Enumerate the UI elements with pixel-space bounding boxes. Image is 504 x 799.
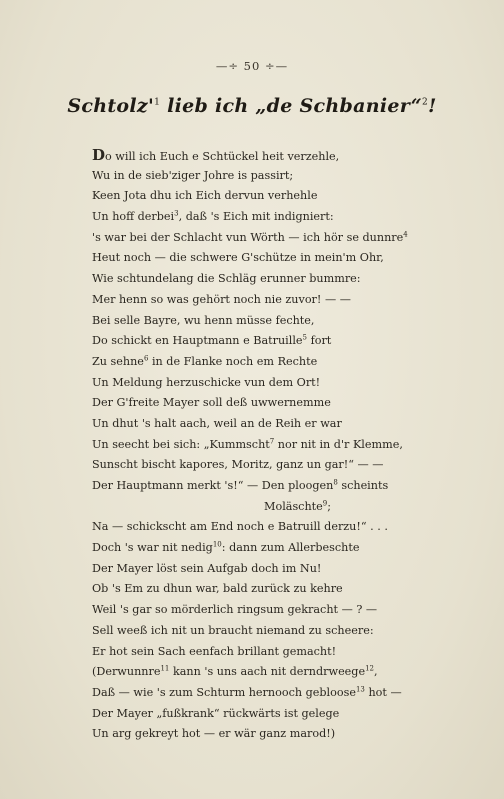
line-text: Sunscht bischt kapores, Moritz, ganz un gar!“ — — [92, 458, 384, 472]
line-text: fort [307, 334, 332, 348]
poem-line [92, 393, 454, 414]
line-text: 's war bei der Schlacht vun Wörth — ich hör se dunnre [92, 230, 404, 244]
line-text: , daß 's Eich mit indigniert: [178, 210, 334, 224]
poem-line [92, 662, 454, 683]
footnote-marker: 5 [302, 333, 308, 342]
poem-line [92, 373, 454, 394]
footnote-marker: 7 [269, 436, 275, 445]
line-text: Er hot sein Sach eenfach brillant gemacht! [92, 644, 337, 658]
line-text: hot — [364, 685, 402, 699]
footnote-marker: 13 [355, 685, 365, 694]
line-text: Un Meldung herzuschicke vun dem Ort! [92, 375, 321, 389]
page-number: —÷ 50 ÷— [215, 59, 289, 73]
initial-letter: D [92, 146, 106, 164]
poem-line [92, 145, 454, 166]
footnote-marker: 11 [160, 664, 170, 673]
footnote-marker: 3 [174, 209, 179, 218]
poem-line [92, 331, 454, 352]
poem-line [92, 724, 454, 745]
poem-line [92, 497, 454, 518]
footnote-marker: 2 [421, 97, 429, 108]
poem-line [92, 352, 454, 373]
line-text: Do schickt en Hauptmann e Batruille [92, 334, 303, 348]
poem-line [92, 476, 454, 497]
poem-line [92, 621, 454, 642]
footnote-marker: 4 [403, 230, 408, 239]
line-text: Zu sehne [92, 354, 144, 368]
poem-line [92, 269, 454, 290]
poem-line [92, 538, 454, 559]
line-text: kann 's uns aach nit derndrweege [169, 665, 366, 679]
poem-line [92, 248, 454, 269]
poem-line [92, 600, 454, 621]
line-text: Wie schtundelang die Schläg erunner bummre: [92, 272, 361, 286]
line-text: Doch 's war nit nedig [92, 541, 213, 555]
footnote-marker: 1 [154, 97, 161, 108]
line-text: Un hoff derbei [92, 210, 175, 224]
poem-line [92, 517, 454, 538]
poem-line [92, 435, 454, 456]
line-text: Mer henn so was gehört noch nie zuvor! — — [92, 292, 351, 306]
footnote-marker: 6 [143, 354, 149, 363]
line-text: Ob 's Em zu dhun war, bald zurück zu kehre [92, 582, 343, 596]
line-text: Der Mayer „fußkrank“ rückwärts ist gelege [92, 706, 340, 720]
line-text: Der G'freite Mayer soll deß uwwernemme [92, 396, 331, 410]
line-text: (Derwunnre [92, 665, 161, 679]
poem-line [92, 414, 454, 435]
poem-line [92, 207, 454, 228]
line-text: Der Hauptmann merkt 's!“ — Den ploogen [92, 479, 334, 492]
poem-line [92, 311, 454, 332]
line-text: Daß — wie 's zum Schturm hernooch gebloose [92, 685, 356, 699]
line-text: Un dhut 's halt aach, weil an de Reih er war [92, 416, 342, 430]
line-text: : dann zum Allerbeschte [221, 541, 360, 555]
line-text: Bei selle Bayre, wu henn müsse fechte, [92, 313, 315, 327]
poem-line [92, 559, 454, 580]
line-text: Sell weeß ich nit un braucht niemand zu scheere: [92, 623, 374, 637]
poem-line [92, 455, 454, 476]
poem-line [92, 228, 454, 249]
footnote-marker: 12 [365, 664, 375, 673]
line-text: o will ich Euch e Schtückel heit verzehle, [105, 150, 340, 163]
line-text: scheints [337, 479, 389, 492]
poem-line [92, 579, 454, 600]
line-text: Moläschte [264, 499, 323, 513]
line-text: Un seecht bei sich: „Kummscht [92, 437, 270, 451]
line-text: Der Mayer löst sein Aufgab doch im Nu! [92, 561, 322, 575]
line-text: Un arg gekreyt hot — er wär ganz marod!) [92, 727, 336, 741]
line-text: Weil 's gar so mörderlich ringsum gekracht — ? — [92, 603, 378, 617]
footnote-marker: 8 [333, 478, 338, 487]
line-text: ; [327, 499, 332, 513]
line-text: Keen Jota dhu ich Eich dervun verhehle [92, 189, 318, 203]
poem-title-text: $Schtolz'^1$ lieb ich „de Schbanier“$^2$! [67, 95, 437, 117]
poem-line [92, 683, 454, 704]
poem-body [92, 145, 454, 745]
footnote-marker: 10 [212, 540, 222, 549]
line-text: Wu in de sieb'ziger Johre is passirt; [92, 168, 294, 182]
line-text: Heut noch — die schwere G'schütze in mein'm Ohr, [92, 251, 384, 265]
line-text: nor nit in d'r Klemme, [274, 437, 403, 451]
poem-title [0, 95, 504, 117]
footnote-marker: 9 [322, 498, 328, 507]
poem-line [92, 166, 454, 187]
poem-line [92, 290, 454, 311]
poem-line [92, 186, 454, 207]
line-text: in de Flanke noch em Rechte [148, 354, 318, 368]
line-text: Na — schickscht am End noch e Batruill derzu!“ . . . [92, 520, 388, 534]
poem-line [92, 704, 454, 725]
poem-line [92, 642, 454, 663]
line-text: , [374, 665, 378, 679]
